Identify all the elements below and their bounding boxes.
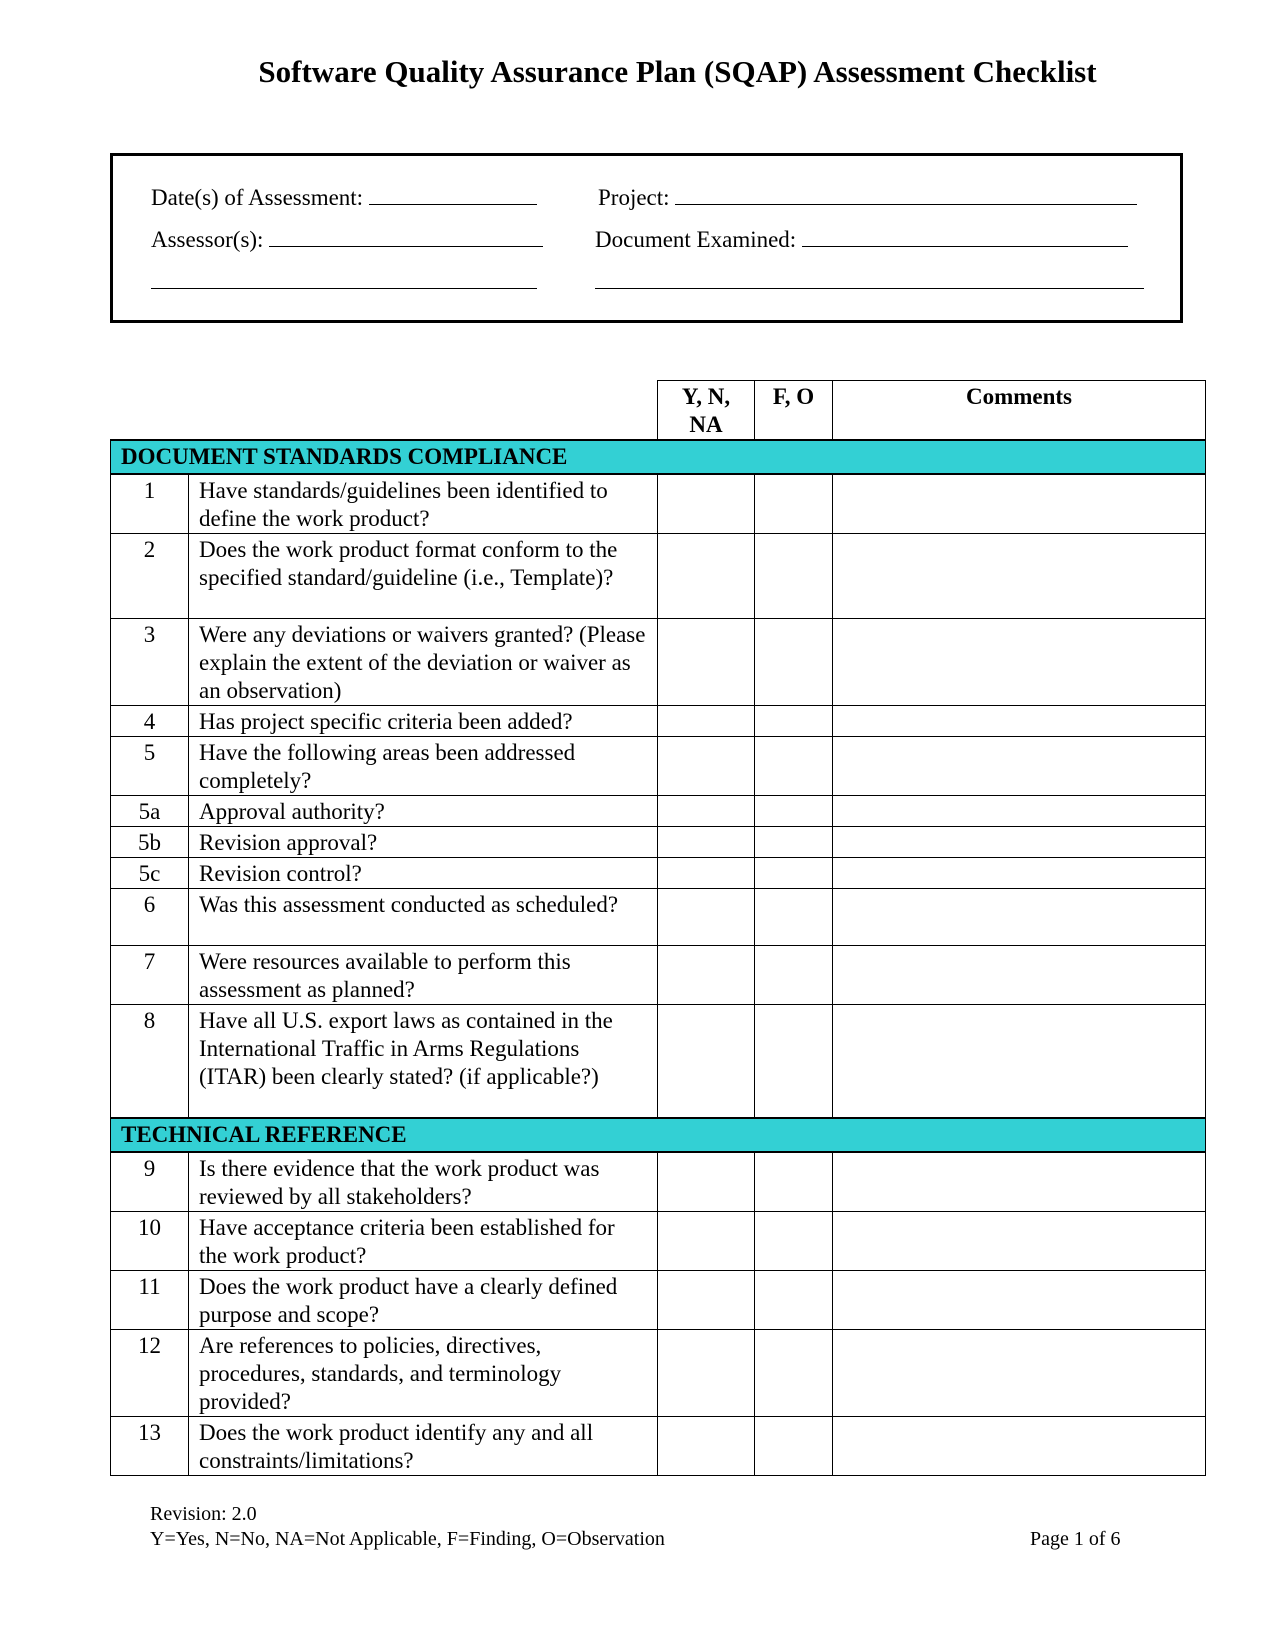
ynna-cell[interactable] [658,889,755,946]
item-question: Has project specific criteria been added? [189,706,658,737]
item-question: Revision approval? [189,827,658,858]
table-row [111,619,1206,706]
fo-cell[interactable] [755,706,833,737]
table-row [111,706,1206,737]
ynna-cell[interactable] [658,1005,755,1118]
assessors-blank[interactable] [269,226,543,247]
fo-cell[interactable] [755,534,833,619]
item-number: 5 [111,737,189,796]
section-title: TECHNICAL REFERENCE [111,1118,1206,1152]
ynna-cell[interactable] [658,827,755,858]
ynna-cell[interactable] [658,534,755,619]
ynna-cell[interactable] [658,474,755,534]
table-row [111,946,1206,1005]
comments-cell[interactable] [833,889,1206,946]
item-number: 8 [111,1005,189,1118]
item-number: 5a [111,796,189,827]
extra-assessor-field[interactable] [151,268,537,295]
table-row [111,737,1206,796]
fo-cell[interactable] [755,796,833,827]
table-row [111,889,1206,946]
document-blank[interactable] [802,226,1128,247]
checklist-table [110,380,1206,1476]
item-question: Are references to policies, directives, procedures, standards, and terminology provided? [189,1329,658,1416]
header-ynna: Y, N, NA [658,381,755,441]
ynna-cell[interactable] [658,1329,755,1416]
fo-cell[interactable] [755,474,833,534]
comments-cell[interactable] [833,1270,1206,1329]
ynna-cell[interactable] [658,1152,755,1212]
assessors-label: Assessor(s): [151,227,264,252]
document-label: Document Examined: [595,227,797,252]
table-row [111,1152,1206,1212]
ynna-cell[interactable] [658,1211,755,1270]
table-row [111,1211,1206,1270]
item-question: Was this assessment conducted as scheduled? [189,889,658,946]
ynna-cell[interactable] [658,619,755,706]
comments-cell[interactable] [833,796,1206,827]
table-row [111,827,1206,858]
ynna-cell[interactable] [658,1270,755,1329]
assessors-field[interactable] [151,226,543,253]
project-field[interactable] [598,184,1137,211]
item-question: Have acceptance criteria been established for the work product? [189,1211,658,1270]
item-number: 2 [111,534,189,619]
project-label: Project: [598,185,670,210]
item-question: Approval authority? [189,796,658,827]
item-number: 5c [111,858,189,889]
project-blank[interactable] [675,184,1137,205]
item-number: 12 [111,1329,189,1416]
ynna-cell[interactable] [658,1416,755,1475]
ynna-cell[interactable] [658,737,755,796]
ynna-cell[interactable] [658,706,755,737]
footer-revision: Revision: 2.0 [150,1503,257,1525]
comments-cell[interactable] [833,946,1206,1005]
comments-cell[interactable] [833,706,1206,737]
fo-cell[interactable] [755,1416,833,1475]
ynna-cell[interactable] [658,858,755,889]
section-header-row [111,440,1206,474]
ynna-cell[interactable] [658,946,755,1005]
item-question: Does the work product have a clearly defined purpose and scope? [189,1270,658,1329]
table-row [111,1270,1206,1329]
assessment-info-box [110,153,1183,323]
item-question: Does the work product format conform to the specified standard/guideline (i.e., Template)? [189,534,658,619]
fo-cell[interactable] [755,827,833,858]
fo-cell[interactable] [755,1270,833,1329]
item-number: 3 [111,619,189,706]
item-number: 10 [111,1211,189,1270]
item-number: 13 [111,1416,189,1475]
comments-cell[interactable] [833,1329,1206,1416]
item-number: 11 [111,1270,189,1329]
comments-cell[interactable] [833,827,1206,858]
comments-cell[interactable] [833,858,1206,889]
extra-document-blank[interactable] [595,268,1144,289]
comments-cell[interactable] [833,1416,1206,1475]
item-question: Have standards/guidelines been identified to define the work product? [189,474,658,534]
item-number: 9 [111,1152,189,1212]
dates-blank[interactable] [369,184,537,205]
item-number: 7 [111,946,189,1005]
table-row [111,1416,1206,1475]
document-field[interactable] [595,226,1128,253]
checklist-body [111,440,1206,1475]
item-question: Were resources available to perform this assessment as planned? [189,946,658,1005]
fo-cell[interactable] [755,1152,833,1212]
item-question: Does the work product identify any and all constraints/limitations? [189,1416,658,1475]
table-row [111,796,1206,827]
extra-assessor-blank[interactable] [151,268,537,289]
comments-cell[interactable] [833,534,1206,619]
item-number: 5b [111,827,189,858]
item-question: Is there evidence that the work product was reviewed by all stakeholders? [189,1152,658,1212]
table-row [111,534,1206,619]
fo-cell[interactable] [755,1329,833,1416]
table-row [111,1329,1206,1416]
fo-cell[interactable] [755,1005,833,1118]
table-row [111,1005,1206,1118]
item-number: 1 [111,474,189,534]
dates-field[interactable] [151,184,537,211]
fo-cell[interactable] [755,858,833,889]
comments-cell[interactable] [833,1152,1206,1212]
comments-cell[interactable] [833,619,1206,706]
comments-cell[interactable] [833,1005,1206,1118]
item-number: 4 [111,706,189,737]
fo-cell[interactable] [755,946,833,1005]
comments-cell[interactable] [833,737,1206,796]
dates-label: Date(s) of Assessment: [151,185,364,210]
table-row [111,474,1206,534]
table-row [111,858,1206,889]
fo-cell[interactable] [755,889,833,946]
fo-cell[interactable] [755,1211,833,1270]
fo-cell[interactable] [755,737,833,796]
footer-page-number: Page 1 of 6 [1030,1528,1121,1550]
fo-cell[interactable] [755,619,833,706]
ynna-cell[interactable] [658,796,755,827]
item-question: Revision control? [189,858,658,889]
item-number: 6 [111,889,189,946]
item-question: Have all U.S. export laws as contained in the International Traffic in Arms Regulations (ITAR) been clearly stated? (if applicable?) [189,1005,658,1118]
header-comments: Comments [833,381,1206,441]
table-header-row [111,381,1206,441]
section-title: DOCUMENT STANDARDS COMPLIANCE [111,440,1206,474]
extra-document-field[interactable] [595,268,1144,295]
item-question: Were any deviations or waivers granted? (Please explain the extent of the deviation or waiver as an observation) [189,619,658,706]
footer-legend: Y=Yes, N=No, NA=Not Applicable, F=Finding, O=Observation [150,1528,665,1550]
section-header-row [111,1118,1206,1152]
header-spacer [111,381,658,441]
page-title: Software Quality Assurance Plan (SQAP) Assessment Checklist [258,54,1097,89]
comments-cell[interactable] [833,474,1206,534]
comments-cell[interactable] [833,1211,1206,1270]
item-question: Have the following areas been addressed completely? [189,737,658,796]
header-fo: F, O [755,381,833,441]
